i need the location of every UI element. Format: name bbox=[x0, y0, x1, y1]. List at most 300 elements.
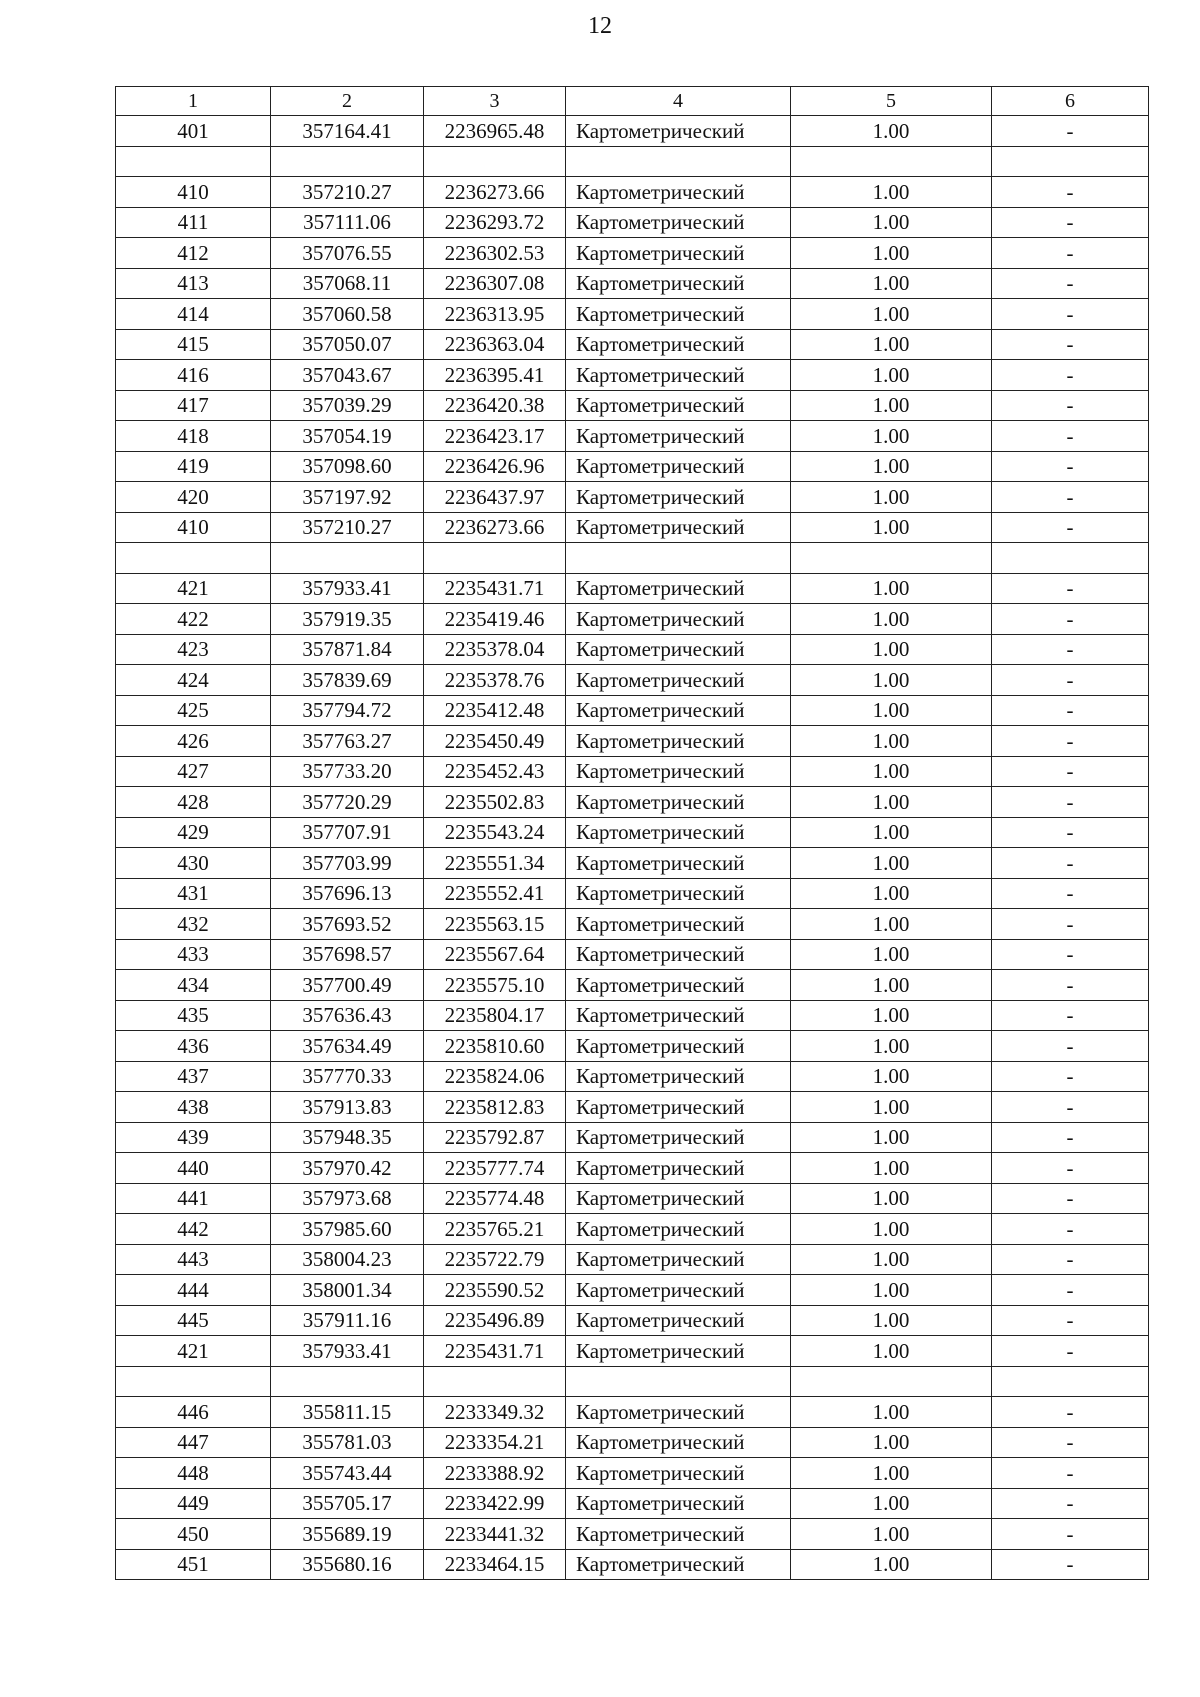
column-header-4: 4 bbox=[566, 87, 791, 116]
point-number-cell: 441 bbox=[116, 1183, 271, 1214]
x-coordinate-cell: 357970.42 bbox=[271, 1153, 424, 1184]
accuracy-cell: 1.00 bbox=[791, 848, 992, 879]
y-coordinate-cell: 2235812.83 bbox=[424, 1092, 566, 1123]
x-coordinate-cell: 357068.11 bbox=[271, 268, 424, 299]
method-cell: Картометрический bbox=[566, 1092, 791, 1123]
method-cell: Картометрический bbox=[566, 665, 791, 696]
method-cell: Картометрический bbox=[566, 1427, 791, 1458]
point-number-cell: 434 bbox=[116, 970, 271, 1001]
x-coordinate-cell: 358004.23 bbox=[271, 1244, 424, 1275]
y-coordinate-cell: 2235590.52 bbox=[424, 1275, 566, 1306]
y-coordinate-cell: 2235563.15 bbox=[424, 909, 566, 940]
method-cell: Картометрический bbox=[566, 1397, 791, 1428]
description-cell bbox=[992, 1366, 1149, 1397]
point-number-cell: 410 bbox=[116, 512, 271, 543]
point-number-cell: 415 bbox=[116, 329, 271, 360]
accuracy-cell: 1.00 bbox=[791, 1458, 992, 1489]
table-row bbox=[116, 756, 1149, 787]
method-cell: Картометрический bbox=[566, 1336, 791, 1367]
accuracy-cell: 1.00 bbox=[791, 268, 992, 299]
x-coordinate-cell: 355689.19 bbox=[271, 1519, 424, 1550]
table-row bbox=[116, 878, 1149, 909]
method-cell: Картометрический bbox=[566, 207, 791, 238]
point-number-cell: 447 bbox=[116, 1427, 271, 1458]
method-cell: Картометрический bbox=[566, 512, 791, 543]
x-coordinate-cell: 357707.91 bbox=[271, 817, 424, 848]
table-row bbox=[116, 634, 1149, 665]
description-cell: - bbox=[992, 817, 1149, 848]
y-coordinate-cell bbox=[424, 1366, 566, 1397]
description-cell: - bbox=[992, 1427, 1149, 1458]
point-number-cell: 411 bbox=[116, 207, 271, 238]
description-cell: - bbox=[992, 1244, 1149, 1275]
y-coordinate-cell: 2233354.21 bbox=[424, 1427, 566, 1458]
point-number-cell: 424 bbox=[116, 665, 271, 696]
table-row bbox=[116, 1519, 1149, 1550]
header-row bbox=[116, 87, 1149, 116]
method-cell: Картометрический bbox=[566, 604, 791, 635]
y-coordinate-cell: 2235543.24 bbox=[424, 817, 566, 848]
table-row bbox=[116, 1000, 1149, 1031]
accuracy-cell: 1.00 bbox=[791, 634, 992, 665]
description-cell: - bbox=[992, 360, 1149, 391]
y-coordinate-cell: 2235765.21 bbox=[424, 1214, 566, 1245]
description-cell: - bbox=[992, 451, 1149, 482]
table-row bbox=[116, 604, 1149, 635]
method-cell: Картометрический bbox=[566, 787, 791, 818]
y-coordinate-cell: 2235452.43 bbox=[424, 756, 566, 787]
table-row bbox=[116, 817, 1149, 848]
y-coordinate-cell: 2235551.34 bbox=[424, 848, 566, 879]
description-cell: - bbox=[992, 1031, 1149, 1062]
description-cell: - bbox=[992, 1336, 1149, 1367]
point-number-cell: 426 bbox=[116, 726, 271, 757]
table-row bbox=[116, 1153, 1149, 1184]
accuracy-cell: 1.00 bbox=[791, 207, 992, 238]
accuracy-cell: 1.00 bbox=[791, 1214, 992, 1245]
table-row bbox=[116, 1092, 1149, 1123]
table-row bbox=[116, 848, 1149, 879]
method-cell: Картометрический bbox=[566, 1214, 791, 1245]
table-row bbox=[116, 238, 1149, 269]
description-cell: - bbox=[992, 1488, 1149, 1519]
table-row bbox=[116, 1458, 1149, 1489]
accuracy-cell: 1.00 bbox=[791, 1519, 992, 1550]
x-coordinate-cell: 357111.06 bbox=[271, 207, 424, 238]
table-row bbox=[116, 207, 1149, 238]
description-cell: - bbox=[992, 116, 1149, 147]
table-row bbox=[116, 939, 1149, 970]
y-coordinate-cell: 2236426.96 bbox=[424, 451, 566, 482]
point-number-cell: 425 bbox=[116, 695, 271, 726]
y-coordinate-cell: 2233422.99 bbox=[424, 1488, 566, 1519]
point-number-cell bbox=[116, 543, 271, 574]
x-coordinate-cell: 355811.15 bbox=[271, 1397, 424, 1428]
method-cell: Картометрический bbox=[566, 817, 791, 848]
y-coordinate-cell: 2235777.74 bbox=[424, 1153, 566, 1184]
point-number-cell: 437 bbox=[116, 1061, 271, 1092]
x-coordinate-cell: 357060.58 bbox=[271, 299, 424, 330]
method-cell: Картометрический bbox=[566, 695, 791, 726]
accuracy-cell: 1.00 bbox=[791, 695, 992, 726]
accuracy-cell: 1.00 bbox=[791, 1092, 992, 1123]
point-number-cell: 436 bbox=[116, 1031, 271, 1062]
point-number-cell: 442 bbox=[116, 1214, 271, 1245]
x-coordinate-cell: 357733.20 bbox=[271, 756, 424, 787]
table-row bbox=[116, 482, 1149, 513]
table-row bbox=[116, 573, 1149, 604]
accuracy-cell: 1.00 bbox=[791, 1244, 992, 1275]
method-cell: Картометрический bbox=[566, 1153, 791, 1184]
point-number-cell: 445 bbox=[116, 1305, 271, 1336]
y-coordinate-cell: 2235431.71 bbox=[424, 1336, 566, 1367]
point-number-cell: 443 bbox=[116, 1244, 271, 1275]
point-number-cell bbox=[116, 1366, 271, 1397]
x-coordinate-cell: 357043.67 bbox=[271, 360, 424, 391]
point-number-cell: 401 bbox=[116, 116, 271, 147]
point-number-cell: 416 bbox=[116, 360, 271, 391]
method-cell: Картометрический bbox=[566, 1458, 791, 1489]
accuracy-cell: 1.00 bbox=[791, 482, 992, 513]
y-coordinate-cell: 2235810.60 bbox=[424, 1031, 566, 1062]
accuracy-cell: 1.00 bbox=[791, 1488, 992, 1519]
accuracy-cell: 1.00 bbox=[791, 726, 992, 757]
accuracy-cell: 1.00 bbox=[791, 1305, 992, 1336]
y-coordinate-cell: 2235552.41 bbox=[424, 878, 566, 909]
accuracy-cell: 1.00 bbox=[791, 177, 992, 208]
description-cell: - bbox=[992, 1122, 1149, 1153]
table-row bbox=[116, 268, 1149, 299]
method-cell: Картометрический bbox=[566, 573, 791, 604]
description-cell: - bbox=[992, 177, 1149, 208]
coordinates-table bbox=[115, 86, 1149, 1580]
description-cell: - bbox=[992, 1275, 1149, 1306]
description-cell: - bbox=[992, 482, 1149, 513]
x-coordinate-cell: 357098.60 bbox=[271, 451, 424, 482]
accuracy-cell: 1.00 bbox=[791, 451, 992, 482]
table-row bbox=[116, 1031, 1149, 1062]
method-cell: Картометрический bbox=[566, 726, 791, 757]
description-cell: - bbox=[992, 1153, 1149, 1184]
point-number-cell: 422 bbox=[116, 604, 271, 635]
y-coordinate-cell: 2235575.10 bbox=[424, 970, 566, 1001]
x-coordinate-cell: 357210.27 bbox=[271, 177, 424, 208]
x-coordinate-cell: 357985.60 bbox=[271, 1214, 424, 1245]
y-coordinate-cell: 2235792.87 bbox=[424, 1122, 566, 1153]
y-coordinate-cell: 2235378.76 bbox=[424, 665, 566, 696]
description-cell: - bbox=[992, 848, 1149, 879]
method-cell: Картометрический bbox=[566, 939, 791, 970]
description-cell: - bbox=[992, 268, 1149, 299]
table-row bbox=[116, 1061, 1149, 1092]
x-coordinate-cell: 357839.69 bbox=[271, 665, 424, 696]
point-number-cell: 446 bbox=[116, 1397, 271, 1428]
x-coordinate-cell: 357210.27 bbox=[271, 512, 424, 543]
table-row bbox=[116, 1549, 1149, 1580]
method-cell bbox=[566, 146, 791, 177]
accuracy-cell: 1.00 bbox=[791, 1122, 992, 1153]
column-header-5: 5 bbox=[791, 87, 992, 116]
x-coordinate-cell: 357948.35 bbox=[271, 1122, 424, 1153]
x-coordinate-cell: 357933.41 bbox=[271, 1336, 424, 1367]
description-cell: - bbox=[992, 1061, 1149, 1092]
y-coordinate-cell: 2235412.48 bbox=[424, 695, 566, 726]
accuracy-cell: 1.00 bbox=[791, 512, 992, 543]
y-coordinate-cell: 2235419.46 bbox=[424, 604, 566, 635]
x-coordinate-cell: 357197.92 bbox=[271, 482, 424, 513]
description-cell: - bbox=[992, 787, 1149, 818]
description-cell: - bbox=[992, 512, 1149, 543]
accuracy-cell: 1.00 bbox=[791, 1183, 992, 1214]
method-cell: Картометрический bbox=[566, 390, 791, 421]
y-coordinate-cell: 2236420.38 bbox=[424, 390, 566, 421]
table-row bbox=[116, 360, 1149, 391]
x-coordinate-cell: 355743.44 bbox=[271, 1458, 424, 1489]
x-coordinate-cell: 357911.16 bbox=[271, 1305, 424, 1336]
method-cell: Картометрический bbox=[566, 1519, 791, 1550]
x-coordinate-cell: 357054.19 bbox=[271, 421, 424, 452]
x-coordinate-cell: 357076.55 bbox=[271, 238, 424, 269]
description-cell: - bbox=[992, 1397, 1149, 1428]
point-number-cell: 428 bbox=[116, 787, 271, 818]
description-cell bbox=[992, 146, 1149, 177]
point-number-cell: 421 bbox=[116, 1336, 271, 1367]
description-cell: - bbox=[992, 909, 1149, 940]
accuracy-cell: 1.00 bbox=[791, 665, 992, 696]
accuracy-cell: 1.00 bbox=[791, 970, 992, 1001]
accuracy-cell: 1.00 bbox=[791, 878, 992, 909]
y-coordinate-cell bbox=[424, 543, 566, 574]
y-coordinate-cell: 2233441.32 bbox=[424, 1519, 566, 1550]
y-coordinate-cell: 2235774.48 bbox=[424, 1183, 566, 1214]
y-coordinate-cell bbox=[424, 146, 566, 177]
method-cell: Картометрический bbox=[566, 1122, 791, 1153]
accuracy-cell: 1.00 bbox=[791, 817, 992, 848]
accuracy-cell: 1.00 bbox=[791, 1031, 992, 1062]
column-header-1: 1 bbox=[116, 87, 271, 116]
x-coordinate-cell: 357919.35 bbox=[271, 604, 424, 635]
table-row bbox=[116, 451, 1149, 482]
accuracy-cell: 1.00 bbox=[791, 360, 992, 391]
accuracy-cell: 1.00 bbox=[791, 787, 992, 818]
description-cell: - bbox=[992, 634, 1149, 665]
x-coordinate-cell: 357700.49 bbox=[271, 970, 424, 1001]
description-cell: - bbox=[992, 1092, 1149, 1123]
table-row bbox=[116, 390, 1149, 421]
y-coordinate-cell: 2235722.79 bbox=[424, 1244, 566, 1275]
point-number-cell: 435 bbox=[116, 1000, 271, 1031]
method-cell: Картометрический bbox=[566, 970, 791, 1001]
description-cell: - bbox=[992, 1549, 1149, 1580]
x-coordinate-cell: 357050.07 bbox=[271, 329, 424, 360]
table-row bbox=[116, 1336, 1149, 1367]
method-cell: Картометрический bbox=[566, 634, 791, 665]
x-coordinate-cell: 357698.57 bbox=[271, 939, 424, 970]
method-cell: Картометрический bbox=[566, 909, 791, 940]
x-coordinate-cell bbox=[271, 543, 424, 574]
description-cell: - bbox=[992, 207, 1149, 238]
point-number-cell: 439 bbox=[116, 1122, 271, 1153]
method-cell: Картометрический bbox=[566, 756, 791, 787]
method-cell: Картометрический bbox=[566, 177, 791, 208]
point-number-cell: 419 bbox=[116, 451, 271, 482]
point-number-cell: 438 bbox=[116, 1092, 271, 1123]
method-cell: Картометрический bbox=[566, 1244, 791, 1275]
point-number-cell: 430 bbox=[116, 848, 271, 879]
point-number-cell: 449 bbox=[116, 1488, 271, 1519]
x-coordinate-cell: 357973.68 bbox=[271, 1183, 424, 1214]
description-cell: - bbox=[992, 329, 1149, 360]
method-cell bbox=[566, 1366, 791, 1397]
description-cell: - bbox=[992, 421, 1149, 452]
description-cell: - bbox=[992, 1305, 1149, 1336]
point-number-cell: 440 bbox=[116, 1153, 271, 1184]
column-header-3: 3 bbox=[424, 87, 566, 116]
y-coordinate-cell: 2235431.71 bbox=[424, 573, 566, 604]
table-row bbox=[116, 1214, 1149, 1245]
accuracy-cell: 1.00 bbox=[791, 421, 992, 452]
y-coordinate-cell: 2236395.41 bbox=[424, 360, 566, 391]
table-row bbox=[116, 329, 1149, 360]
description-cell: - bbox=[992, 1519, 1149, 1550]
y-coordinate-cell: 2235378.04 bbox=[424, 634, 566, 665]
accuracy-cell: 1.00 bbox=[791, 1061, 992, 1092]
point-number-cell: 450 bbox=[116, 1519, 271, 1550]
method-cell: Картометрический bbox=[566, 329, 791, 360]
method-cell: Картометрический bbox=[566, 360, 791, 391]
point-number-cell: 448 bbox=[116, 1458, 271, 1489]
description-cell bbox=[992, 543, 1149, 574]
point-number-cell: 410 bbox=[116, 177, 271, 208]
column-header-2: 2 bbox=[271, 87, 424, 116]
table-row bbox=[116, 177, 1149, 208]
y-coordinate-cell: 2236273.66 bbox=[424, 177, 566, 208]
point-number-cell bbox=[116, 146, 271, 177]
description-cell: - bbox=[992, 390, 1149, 421]
x-coordinate-cell: 357763.27 bbox=[271, 726, 424, 757]
x-coordinate-cell: 357913.83 bbox=[271, 1092, 424, 1123]
x-coordinate-cell: 358001.34 bbox=[271, 1275, 424, 1306]
table-body bbox=[116, 116, 1149, 1580]
y-coordinate-cell: 2236313.95 bbox=[424, 299, 566, 330]
table-row bbox=[116, 1183, 1149, 1214]
table-row bbox=[116, 695, 1149, 726]
description-cell: - bbox=[992, 573, 1149, 604]
method-cell bbox=[566, 543, 791, 574]
description-cell: - bbox=[992, 726, 1149, 757]
method-cell: Картометрический bbox=[566, 482, 791, 513]
description-cell: - bbox=[992, 695, 1149, 726]
y-coordinate-cell: 2233388.92 bbox=[424, 1458, 566, 1489]
x-coordinate-cell bbox=[271, 146, 424, 177]
method-cell: Картометрический bbox=[566, 268, 791, 299]
y-coordinate-cell: 2236965.48 bbox=[424, 116, 566, 147]
description-cell: - bbox=[992, 665, 1149, 696]
accuracy-cell bbox=[791, 1366, 992, 1397]
accuracy-cell: 1.00 bbox=[791, 909, 992, 940]
method-cell: Картометрический bbox=[566, 1061, 791, 1092]
x-coordinate-cell: 357039.29 bbox=[271, 390, 424, 421]
x-coordinate-cell: 357720.29 bbox=[271, 787, 424, 818]
accuracy-cell: 1.00 bbox=[791, 1397, 992, 1428]
y-coordinate-cell: 2235824.06 bbox=[424, 1061, 566, 1092]
accuracy-cell: 1.00 bbox=[791, 604, 992, 635]
table-row bbox=[116, 1488, 1149, 1519]
point-number-cell: 451 bbox=[116, 1549, 271, 1580]
accuracy-cell: 1.00 bbox=[791, 299, 992, 330]
table-row bbox=[116, 1397, 1149, 1428]
x-coordinate-cell: 357634.49 bbox=[271, 1031, 424, 1062]
y-coordinate-cell: 2236273.66 bbox=[424, 512, 566, 543]
point-number-cell: 423 bbox=[116, 634, 271, 665]
table-row bbox=[116, 421, 1149, 452]
description-cell: - bbox=[992, 1000, 1149, 1031]
description-cell: - bbox=[992, 939, 1149, 970]
table-row bbox=[116, 1366, 1149, 1397]
x-coordinate-cell: 357696.13 bbox=[271, 878, 424, 909]
point-number-cell: 414 bbox=[116, 299, 271, 330]
accuracy-cell: 1.00 bbox=[791, 1275, 992, 1306]
y-coordinate-cell: 2235502.83 bbox=[424, 787, 566, 818]
method-cell: Картометрический bbox=[566, 421, 791, 452]
x-coordinate-cell: 357770.33 bbox=[271, 1061, 424, 1092]
x-coordinate-cell: 357933.41 bbox=[271, 573, 424, 604]
point-number-cell: 429 bbox=[116, 817, 271, 848]
table-row bbox=[116, 787, 1149, 818]
table-row bbox=[116, 1122, 1149, 1153]
method-cell: Картометрический bbox=[566, 299, 791, 330]
accuracy-cell: 1.00 bbox=[791, 939, 992, 970]
description-cell: - bbox=[992, 238, 1149, 269]
accuracy-cell: 1.00 bbox=[791, 1000, 992, 1031]
point-number-cell: 431 bbox=[116, 878, 271, 909]
accuracy-cell bbox=[791, 543, 992, 574]
y-coordinate-cell: 2235496.89 bbox=[424, 1305, 566, 1336]
description-cell: - bbox=[992, 604, 1149, 635]
method-cell: Картометрический bbox=[566, 1000, 791, 1031]
y-coordinate-cell: 2236363.04 bbox=[424, 329, 566, 360]
table-header bbox=[116, 87, 1149, 116]
point-number-cell: 432 bbox=[116, 909, 271, 940]
table-row bbox=[116, 1305, 1149, 1336]
point-number-cell: 417 bbox=[116, 390, 271, 421]
table-row bbox=[116, 1275, 1149, 1306]
point-number-cell: 421 bbox=[116, 573, 271, 604]
y-coordinate-cell: 2233349.32 bbox=[424, 1397, 566, 1428]
y-coordinate-cell: 2235804.17 bbox=[424, 1000, 566, 1031]
table-row bbox=[116, 1427, 1149, 1458]
table-row bbox=[116, 726, 1149, 757]
accuracy-cell: 1.00 bbox=[791, 390, 992, 421]
method-cell: Картометрический bbox=[566, 1275, 791, 1306]
table-row bbox=[116, 909, 1149, 940]
method-cell: Картометрический bbox=[566, 1031, 791, 1062]
table-row bbox=[116, 665, 1149, 696]
accuracy-cell: 1.00 bbox=[791, 238, 992, 269]
x-coordinate-cell: 355680.16 bbox=[271, 1549, 424, 1580]
method-cell: Картометрический bbox=[566, 451, 791, 482]
method-cell: Картометрический bbox=[566, 878, 791, 909]
description-cell: - bbox=[992, 1458, 1149, 1489]
x-coordinate-cell: 357794.72 bbox=[271, 695, 424, 726]
x-coordinate-cell: 357871.84 bbox=[271, 634, 424, 665]
x-coordinate-cell: 355781.03 bbox=[271, 1427, 424, 1458]
table-row bbox=[116, 116, 1149, 147]
point-number-cell: 433 bbox=[116, 939, 271, 970]
table-row bbox=[116, 512, 1149, 543]
description-cell: - bbox=[992, 1183, 1149, 1214]
x-coordinate-cell: 357636.43 bbox=[271, 1000, 424, 1031]
